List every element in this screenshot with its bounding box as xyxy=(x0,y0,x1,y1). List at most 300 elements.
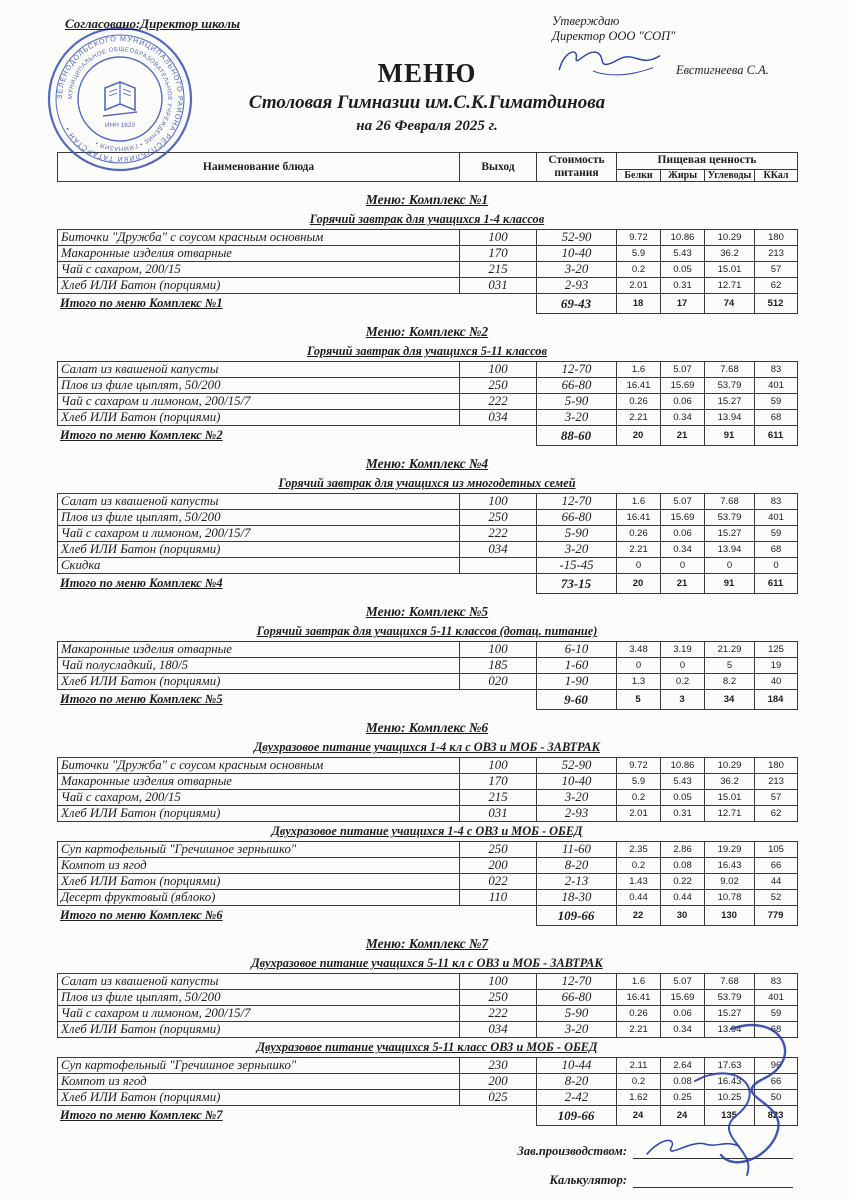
dish-kcal: 105 xyxy=(755,842,798,858)
dish-row xyxy=(58,526,798,542)
dish-cost: 3-20 xyxy=(537,542,617,558)
section-total-table xyxy=(57,425,798,446)
dish-name: Плов из филе цыплят, 50/200 xyxy=(58,378,460,394)
section-total-kcal: 779 xyxy=(754,906,797,926)
dish-protein: 0.26 xyxy=(617,526,661,542)
dish-kcal: 125 xyxy=(755,642,798,658)
dish-fat: 0.08 xyxy=(661,1074,705,1090)
dish-fat: 5.07 xyxy=(661,362,705,378)
dish-kcal: 62 xyxy=(755,278,798,294)
group-table xyxy=(57,1057,798,1106)
section-total-carbs: 130 xyxy=(704,906,754,926)
dish-out: 250 xyxy=(460,842,537,858)
dish-row xyxy=(58,510,798,526)
dish-fat: 0.31 xyxy=(661,806,705,822)
dish-cost: 3-20 xyxy=(537,1022,617,1038)
menu-group xyxy=(57,476,797,574)
section-total-kcal: 611 xyxy=(754,426,797,446)
dish-fat: 5.07 xyxy=(661,494,705,510)
document-subtitle: Столовая Гимназии им.С.К.Гиматдинова xyxy=(248,92,606,113)
group-table xyxy=(57,757,798,822)
dish-cost: 52-90 xyxy=(537,758,617,774)
dish-cost: 10-40 xyxy=(537,774,617,790)
calculator-signature-line xyxy=(633,1171,793,1188)
menu-section xyxy=(57,936,797,1126)
section-total-table xyxy=(57,1105,798,1126)
section-total-kcal: 611 xyxy=(754,574,797,594)
stamp-book-emblem xyxy=(103,82,137,116)
dish-out: 215 xyxy=(460,790,537,806)
dish-name: Хлеб ИЛИ Батон (порциями) xyxy=(58,1090,460,1106)
dish-fat: 2.86 xyxy=(661,842,705,858)
dish-name: Хлеб ИЛИ Батон (порциями) xyxy=(58,674,460,690)
stamp-inner-ring-text: МУНИЦИПАЛЬНОЕ ОБЩЕОБРАЗОВАТЕЛЬНОЕ УЧРЕЖДЕНИЕ • ГИМНАЗИЯ • xyxy=(67,46,173,152)
agreed-line: Согласовано:Директор школы xyxy=(65,16,241,31)
dish-carbs: 36.2 xyxy=(705,246,755,262)
dish-protein: 2.01 xyxy=(617,278,661,294)
dish-kcal: 83 xyxy=(755,362,798,378)
dish-fat: 0.08 xyxy=(661,858,705,874)
dish-cost: 66-80 xyxy=(537,378,617,394)
dish-protein: 0.2 xyxy=(617,1074,661,1090)
approval-block xyxy=(552,14,802,78)
section-total-out xyxy=(459,906,536,926)
dish-cost: 5-90 xyxy=(537,394,617,410)
section-total-label: Итого по меню Комплекс №5 xyxy=(60,692,223,707)
dish-name: Чай с сахаром и лимоном, 200/15/7 xyxy=(58,1006,460,1022)
school-round-stamp xyxy=(45,24,195,174)
dish-name: Салат из квашеной капусты xyxy=(58,974,460,990)
dish-cost: 8-20 xyxy=(537,1074,617,1090)
section-total-cost: 73-15 xyxy=(536,574,616,594)
section-title: Меню: Комплекс №5 xyxy=(365,604,489,620)
dish-name: Суп картофельный "Гречишное зернышко" xyxy=(58,842,460,858)
section-total-cost: 88-60 xyxy=(536,426,616,446)
dish-cost: 5-90 xyxy=(537,1006,617,1022)
section-total-carbs: 74 xyxy=(704,294,754,314)
dish-kcal: 401 xyxy=(755,510,798,526)
dish-carbs: 7.68 xyxy=(705,974,755,990)
dish-carbs: 8.2 xyxy=(705,674,755,690)
dish-kcal: 52 xyxy=(755,890,798,906)
section-total-table xyxy=(57,573,798,594)
dish-out: 100 xyxy=(460,362,537,378)
section-groups xyxy=(57,476,797,574)
dish-out: 100 xyxy=(460,230,537,246)
dish-row xyxy=(58,674,798,690)
section-total-out xyxy=(459,574,536,594)
dish-out: 222 xyxy=(460,526,537,542)
dish-fat: 15.69 xyxy=(661,990,705,1006)
dish-protein: 16.41 xyxy=(617,510,661,526)
document-date: на 26 Февраля 2025 г. xyxy=(356,118,498,134)
dish-row xyxy=(58,494,798,510)
group-subtitle: Горячий завтрак для учащихся из многодетных семей xyxy=(278,476,576,491)
menu-group xyxy=(57,824,797,906)
dish-protein: 0.26 xyxy=(617,1006,661,1022)
dish-name: Хлеб ИЛИ Батон (порциями) xyxy=(58,1022,460,1038)
dish-kcal: 62 xyxy=(755,806,798,822)
dish-fat: 0.34 xyxy=(661,542,705,558)
dish-name: Хлеб ИЛИ Батон (порциями) xyxy=(58,278,460,294)
section-total-label: Итого по меню Комплекс №2 xyxy=(60,428,223,443)
dish-kcal: 19 xyxy=(755,658,798,674)
dish-name: Плов из филе цыплят, 50/200 xyxy=(58,990,460,1006)
dish-out: 215 xyxy=(460,262,537,278)
approve-word: Утверждаю xyxy=(552,14,620,28)
dish-fat: 15.69 xyxy=(661,510,705,526)
section-total-fat: 17 xyxy=(660,294,704,314)
stamp-center-text: ИНН 1620 xyxy=(104,122,136,129)
dish-protein: 1.6 xyxy=(617,362,661,378)
dish-fat: 0.2 xyxy=(661,674,705,690)
dish-cost: 5-90 xyxy=(537,526,617,542)
dish-protein: 1.6 xyxy=(617,974,661,990)
menu-group xyxy=(57,624,797,690)
dish-fat: 0 xyxy=(661,558,705,574)
dish-cost: 6-10 xyxy=(537,642,617,658)
col-header-out: Выход xyxy=(460,153,537,182)
section-total-kcal: 512 xyxy=(754,294,797,314)
dish-name: Чай с сахаром и лимоном, 200/15/7 xyxy=(58,526,460,542)
dish-fat: 5.07 xyxy=(661,974,705,990)
section-total-label: Итого по меню Комплекс №1 xyxy=(60,296,223,311)
dish-carbs: 13.94 xyxy=(705,1022,755,1038)
dish-carbs: 12.71 xyxy=(705,278,755,294)
dish-protein: 0 xyxy=(617,558,661,574)
dish-row xyxy=(58,410,798,426)
section-total-protein: 18 xyxy=(616,294,660,314)
dish-row xyxy=(58,262,798,278)
dish-kcal: 57 xyxy=(755,262,798,278)
dish-name: Чай с сахаром, 200/15 xyxy=(58,790,460,806)
group-table xyxy=(57,973,798,1038)
dish-row xyxy=(58,542,798,558)
section-total-label: Итого по меню Комплекс №7 xyxy=(60,1108,223,1123)
dish-row xyxy=(58,758,798,774)
dish-carbs: 13.94 xyxy=(705,542,755,558)
dish-cost: 3-20 xyxy=(537,262,617,278)
section-title: Меню: Комплекс №7 xyxy=(365,936,489,952)
dish-protein: 2.35 xyxy=(617,842,661,858)
dish-out: 170 xyxy=(460,774,537,790)
dish-cost: 11-60 xyxy=(537,842,617,858)
section-total-row xyxy=(57,426,797,446)
dish-kcal: 213 xyxy=(755,774,798,790)
section-groups xyxy=(57,956,797,1106)
dish-kcal: 0 xyxy=(755,558,798,574)
menu-group xyxy=(57,1040,797,1106)
section-total-carbs: 34 xyxy=(704,690,754,710)
menu-section xyxy=(57,720,797,926)
dish-protein: 9.72 xyxy=(617,230,661,246)
dish-cost: 8-20 xyxy=(537,858,617,874)
group-table xyxy=(57,229,798,294)
dish-fat: 0.06 xyxy=(661,1006,705,1022)
dish-kcal: 68 xyxy=(755,1022,798,1038)
dish-out: 034 xyxy=(460,410,537,426)
dish-cost: 1-90 xyxy=(537,674,617,690)
dish-carbs: 13.94 xyxy=(705,410,755,426)
col-header-kcal: ККал xyxy=(755,169,798,182)
section-total-label: Итого по меню Комплекс №4 xyxy=(60,576,223,591)
calculator-label: Калькулятор: xyxy=(549,1173,627,1188)
dish-carbs: 12.71 xyxy=(705,806,755,822)
dish-carbs: 5 xyxy=(705,658,755,674)
dish-row xyxy=(58,974,798,990)
dish-name: Десерт фруктовый (яблоко) xyxy=(58,890,460,906)
dish-protein: 2.11 xyxy=(617,1058,661,1074)
dish-out: 170 xyxy=(460,246,537,262)
dish-row xyxy=(58,858,798,874)
dish-cost: 10-44 xyxy=(537,1058,617,1074)
dish-out: 100 xyxy=(460,974,537,990)
dish-out: 250 xyxy=(460,510,537,526)
dish-name: Хлеб ИЛИ Батон (порциями) xyxy=(58,806,460,822)
dish-out: 200 xyxy=(460,1074,537,1090)
dish-carbs: 15.27 xyxy=(705,394,755,410)
dish-kcal: 68 xyxy=(755,542,798,558)
dish-out: 100 xyxy=(460,642,537,658)
dish-row xyxy=(58,278,798,294)
group-subtitle: Горячий завтрак для учащихся 5-11 классов (дотац. питание) xyxy=(256,624,598,639)
dish-out: 034 xyxy=(460,1022,537,1038)
dish-cost: 12-70 xyxy=(537,974,617,990)
dish-out: 100 xyxy=(460,494,537,510)
section-total-fat: 21 xyxy=(660,426,704,446)
section-total-fat: 30 xyxy=(660,906,704,926)
section-groups xyxy=(57,212,797,294)
dish-fat: 0.25 xyxy=(661,1090,705,1106)
dish-protein: 1.43 xyxy=(617,874,661,890)
dish-carbs: 10.29 xyxy=(705,230,755,246)
group-table xyxy=(57,641,798,690)
dish-kcal: 40 xyxy=(755,674,798,690)
dish-out: 031 xyxy=(460,278,537,294)
dish-row xyxy=(58,642,798,658)
dish-kcal: 96 xyxy=(755,1058,798,1074)
dish-cost: -15-45 xyxy=(537,558,617,574)
section-total-label: Итого по меню Комплекс №6 xyxy=(60,908,223,923)
dish-protein: 1.6 xyxy=(617,494,661,510)
dish-kcal: 59 xyxy=(755,394,798,410)
dish-kcal: 213 xyxy=(755,246,798,262)
group-subtitle: Горячий завтрак для учащихся 5-11 классов xyxy=(307,344,547,359)
dish-cost: 2-93 xyxy=(537,806,617,822)
dish-name: Чай с сахаром, 200/15 xyxy=(58,262,460,278)
dish-cost: 3-20 xyxy=(537,410,617,426)
dish-carbs: 36.2 xyxy=(705,774,755,790)
col-header-protein: Белки xyxy=(617,169,661,182)
dish-kcal: 83 xyxy=(755,974,798,990)
section-total-carbs: 91 xyxy=(704,426,754,446)
dish-kcal: 180 xyxy=(755,230,798,246)
dish-carbs: 15.27 xyxy=(705,526,755,542)
manager-label: Зав.производством: xyxy=(517,1144,627,1159)
dish-kcal: 66 xyxy=(755,858,798,874)
dish-out: 250 xyxy=(460,990,537,1006)
menu-section xyxy=(57,604,797,710)
dish-protein: 16.41 xyxy=(617,378,661,394)
dish-carbs: 53.79 xyxy=(705,510,755,526)
manager-signature xyxy=(643,1134,753,1160)
approver-name: Евстигнеева С.А. xyxy=(676,63,769,77)
dish-protein: 2.21 xyxy=(617,1022,661,1038)
col-header-fat: Жиры xyxy=(661,169,705,182)
col-header-name: Наименование блюда xyxy=(58,153,460,182)
dish-row xyxy=(58,246,798,262)
menu-group xyxy=(57,740,797,822)
section-title: Меню: Комплекс №6 xyxy=(365,720,489,736)
dish-kcal: 57 xyxy=(755,790,798,806)
section-total-table xyxy=(57,293,798,314)
dish-out: 100 xyxy=(460,758,537,774)
group-subtitle: Двухразовое питание учащихся 5-11 класс ОВЗ и МОБ - ОБЕД xyxy=(256,1040,598,1055)
dish-name: Суп картофельный "Гречишное зернышко" xyxy=(58,1058,460,1074)
section-total-protein: 22 xyxy=(616,906,660,926)
dish-name: Хлеб ИЛИ Батон (порциями) xyxy=(58,410,460,426)
dish-kcal: 83 xyxy=(755,494,798,510)
dish-fat: 10.86 xyxy=(661,230,705,246)
dish-cost: 12-70 xyxy=(537,494,617,510)
section-total-protein: 20 xyxy=(616,574,660,594)
dish-protein: 0.2 xyxy=(617,858,661,874)
dish-protein: 2.21 xyxy=(617,542,661,558)
document-footer xyxy=(57,1142,797,1188)
section-groups xyxy=(57,624,797,690)
dish-out: 222 xyxy=(460,394,537,410)
dish-protein: 16.41 xyxy=(617,990,661,1006)
section-title: Меню: Комплекс №2 xyxy=(365,324,489,340)
dish-fat: 0.05 xyxy=(661,262,705,278)
dish-name: Компот из ягод xyxy=(58,1074,460,1090)
dish-name: Биточки "Дружба" с соусом красным основным xyxy=(58,758,460,774)
dish-row xyxy=(58,1058,798,1074)
section-total-row xyxy=(57,906,797,926)
dish-row xyxy=(58,378,798,394)
dish-name: Хлеб ИЛИ Батон (порциями) xyxy=(58,874,460,890)
section-total-cost: 9-60 xyxy=(536,690,616,710)
dish-cost: 18-30 xyxy=(537,890,617,906)
dish-cost: 2-13 xyxy=(537,874,617,890)
dish-row xyxy=(58,394,798,410)
section-total-table xyxy=(57,689,798,710)
dish-carbs: 7.68 xyxy=(705,362,755,378)
dish-row xyxy=(58,558,798,574)
dish-cost: 66-80 xyxy=(537,990,617,1006)
dish-protein: 0 xyxy=(617,658,661,674)
section-total-kcal: 823 xyxy=(754,1106,797,1126)
group-table xyxy=(57,841,798,906)
dish-row xyxy=(58,790,798,806)
dish-protein: 9.72 xyxy=(617,758,661,774)
dish-carbs: 15.01 xyxy=(705,790,755,806)
dish-protein: 2.21 xyxy=(617,410,661,426)
group-subtitle: Двухразовое питание учащихся 1-4 кл с ОВЗ и МОБ - ЗАВТРАК xyxy=(254,740,600,755)
group-table xyxy=(57,361,798,426)
section-total-cost: 109-66 xyxy=(536,1106,616,1126)
dish-fat: 0.44 xyxy=(661,890,705,906)
menu-sections xyxy=(57,192,797,1126)
dish-kcal: 66 xyxy=(755,1074,798,1090)
dish-carbs: 15.27 xyxy=(705,1006,755,1022)
menu-group xyxy=(57,956,797,1038)
dish-carbs: 16.43 xyxy=(705,858,755,874)
dish-row xyxy=(58,1006,798,1022)
dish-name: Хлеб ИЛИ Батон (порциями) xyxy=(58,542,460,558)
dish-kcal: 59 xyxy=(755,1006,798,1022)
section-total-cost: 109-66 xyxy=(536,906,616,926)
section-total-row xyxy=(57,574,797,594)
section-groups xyxy=(57,344,797,426)
dish-row xyxy=(58,1022,798,1038)
dish-name: Плов из филе цыплят, 50/200 xyxy=(58,510,460,526)
dish-carbs: 19.29 xyxy=(705,842,755,858)
dish-fat: 0 xyxy=(661,658,705,674)
dish-fat: 15.69 xyxy=(661,378,705,394)
dish-out xyxy=(460,558,537,574)
dish-carbs: 7.68 xyxy=(705,494,755,510)
dish-carbs: 10.29 xyxy=(705,758,755,774)
group-table xyxy=(57,493,798,574)
dish-carbs: 53.79 xyxy=(705,378,755,394)
dish-cost: 12-70 xyxy=(537,362,617,378)
dish-cost: 1-60 xyxy=(537,658,617,674)
dish-cost: 2-42 xyxy=(537,1090,617,1106)
dish-row xyxy=(58,874,798,890)
dish-fat: 5.43 xyxy=(661,774,705,790)
dish-row xyxy=(58,842,798,858)
dish-out: 110 xyxy=(460,890,537,906)
section-total-fat: 21 xyxy=(660,574,704,594)
dish-out: 222 xyxy=(460,1006,537,1022)
dish-protein: 2.01 xyxy=(617,806,661,822)
dish-protein: 0.26 xyxy=(617,394,661,410)
dish-row xyxy=(58,806,798,822)
section-total-protein: 24 xyxy=(616,1106,660,1126)
section-total-carbs: 91 xyxy=(704,574,754,594)
dish-protein: 5.9 xyxy=(617,774,661,790)
section-groups xyxy=(57,740,797,906)
dish-carbs: 10.78 xyxy=(705,890,755,906)
dish-fat: 0.34 xyxy=(661,1022,705,1038)
menu-section xyxy=(57,192,797,314)
dish-row xyxy=(58,990,798,1006)
dish-carbs: 17.63 xyxy=(705,1058,755,1074)
dish-row xyxy=(58,890,798,906)
dish-out: 031 xyxy=(460,806,537,822)
col-header-cost: Стоимость питания xyxy=(537,153,617,182)
dish-fat: 2.64 xyxy=(661,1058,705,1074)
section-total-out xyxy=(459,1106,536,1126)
dish-name: Макаронные изделия отварные xyxy=(58,774,460,790)
dish-name: Скидка xyxy=(58,558,460,574)
dish-fat: 0.31 xyxy=(661,278,705,294)
dish-name: Чай полусладкий, 180/5 xyxy=(58,658,460,674)
dish-name: Макаронные изделия отварные xyxy=(58,642,460,658)
dish-out: 200 xyxy=(460,858,537,874)
dish-protein: 1.62 xyxy=(617,1090,661,1106)
dish-out: 230 xyxy=(460,1058,537,1074)
dish-out: 034 xyxy=(460,542,537,558)
menu-section xyxy=(57,324,797,446)
dish-fat: 0.05 xyxy=(661,790,705,806)
dish-row xyxy=(58,774,798,790)
dish-name: Макаронные изделия отварные xyxy=(58,246,460,262)
col-header-nutrition: Пищевая ценность xyxy=(617,153,798,170)
dish-cost: 66-80 xyxy=(537,510,617,526)
dish-fat: 0.06 xyxy=(661,394,705,410)
